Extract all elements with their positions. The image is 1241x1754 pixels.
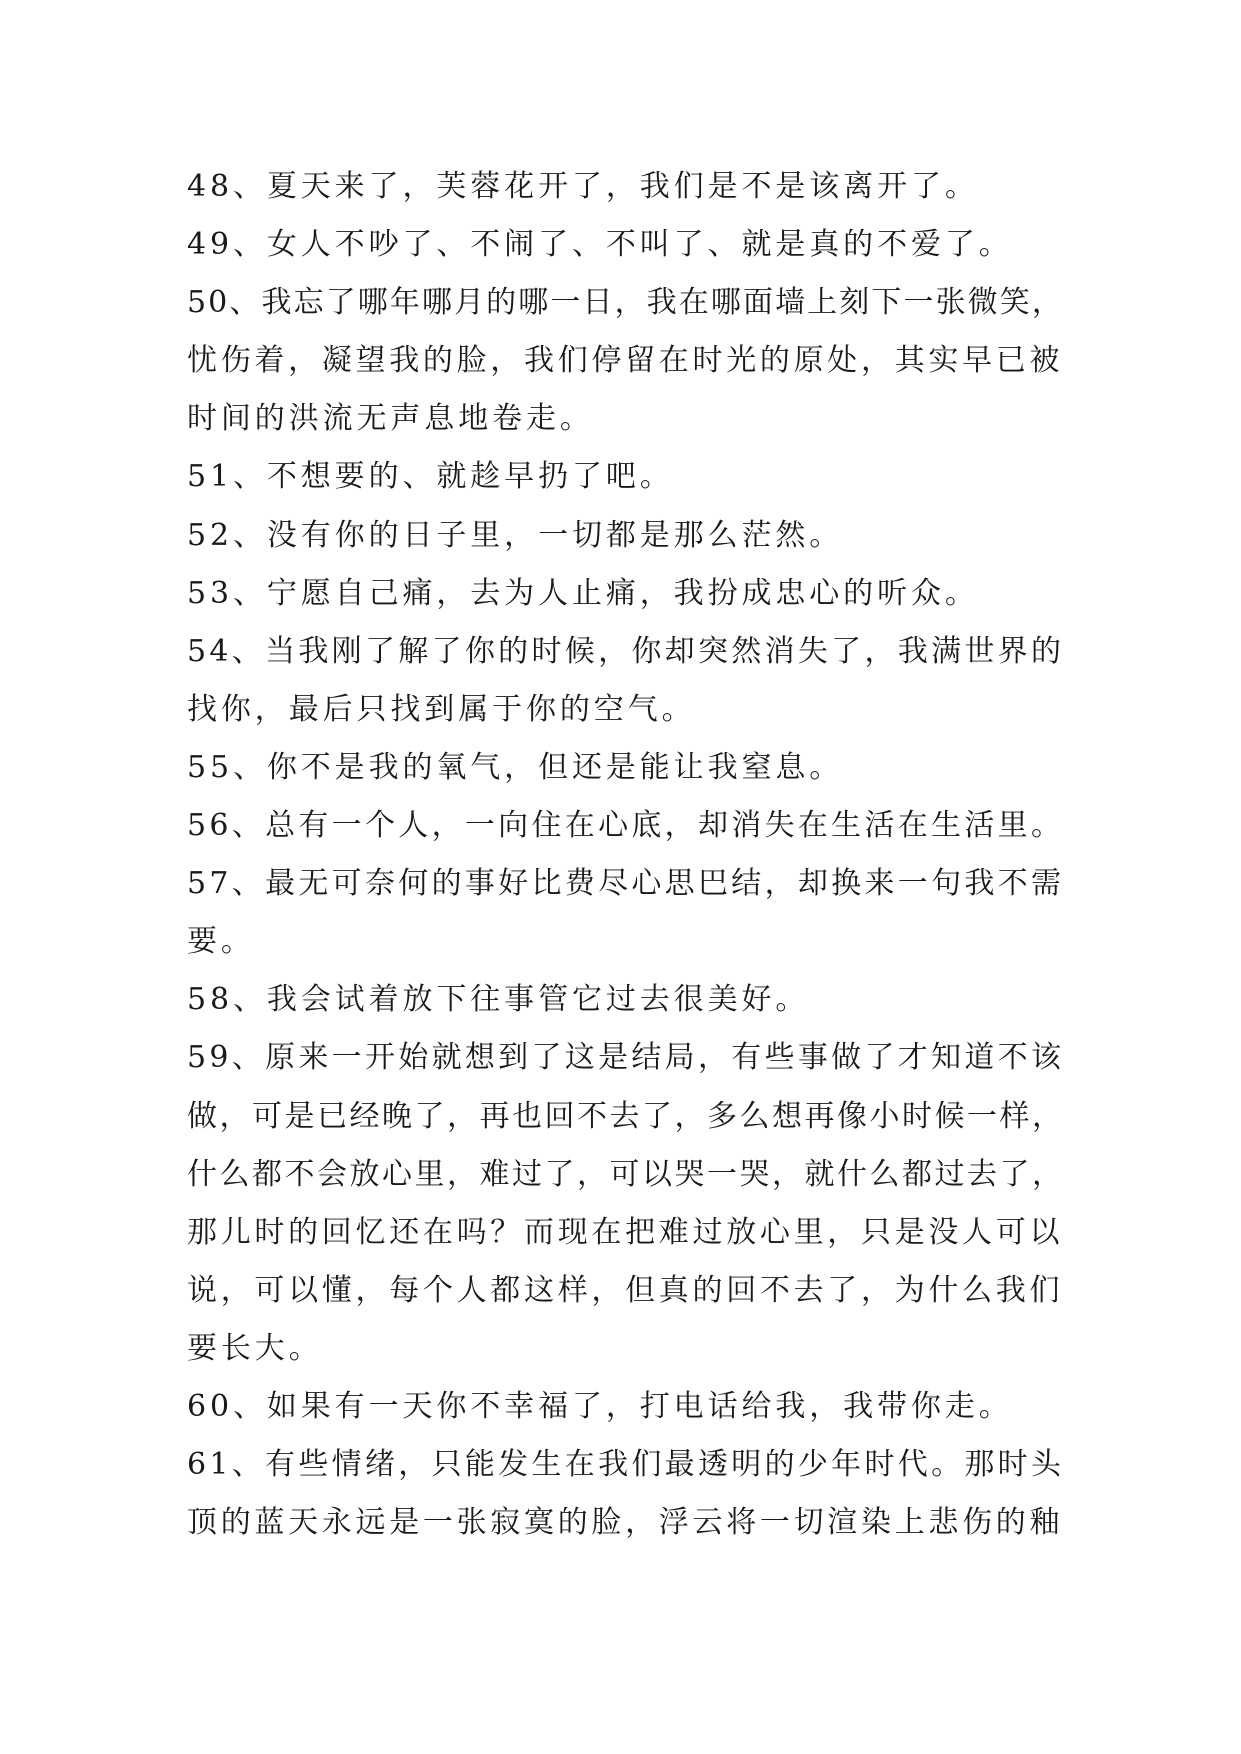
text-line-59-cont-4: 说，可以懂，每个人都这样，但真的回不去了，为什么我们 <box>187 1272 1064 1308</box>
text-line-54-cont-1: 找你，最后只找到属于你的空气。 <box>187 691 696 727</box>
text-line-50-cont-2: 时间的洪流无声息地卷走。 <box>187 401 594 437</box>
text-line-55: 55、你不是我的氧气，但还是能让我窒息。 <box>187 749 844 785</box>
text-line-49: 49、女人不吵了、不闹了、不叫了、就是真的不爱了。 <box>187 227 1013 263</box>
text-line-59-cont-1: 做，可是已经晚了，再也回不去了，多么想再像小时候一样， <box>187 1098 1065 1134</box>
text-line-57-cont-1: 要。 <box>187 924 255 960</box>
text-line-56: 56、总有一个人，一向住在心底，却消失在生活在生活里。 <box>187 808 1065 844</box>
text-line-51: 51、不想要的、就趁早扔了吧。 <box>187 459 674 495</box>
text-line-53: 53、宁愿自己痛，去为人止痛，我扮成忠心的听众。 <box>187 575 979 611</box>
text-line-48: 48、夏天来了，芙蓉花开了，我们是不是该离开了。 <box>187 169 979 204</box>
text-line-58: 58、我会试着放下往事管它过去很美好。 <box>187 982 810 1018</box>
text-line-52: 52、没有你的日子里，一切都是那么茫然。 <box>187 517 844 553</box>
document-body <box>187 158 1067 1552</box>
text-line-59-cont-2: 什么都不会放心里，难过了，可以哭一哭，就什么都过去了， <box>187 1156 1065 1192</box>
text-line-59: 59、原来一开始就想到了这是结局，有些事做了才知道不该 <box>187 1040 1065 1076</box>
text-line-50-cont-1: 忧伤着，凝望我的脸，我们停留在时光的原处，其实早已被 <box>187 343 1064 379</box>
text-line-59-cont-5: 要长大。 <box>187 1330 323 1366</box>
text-line-60: 60、如果有一天你不幸福了，打电话给我，我带你走。 <box>187 1388 1013 1424</box>
text-line-50: 50、我忘了哪年哪月的哪一日，我在哪面墙上刻下一张微笑， <box>187 285 1064 321</box>
text-line-57: 57、最无可奈何的事好比费尽心思巴结，却换来一句我不需 <box>187 866 1065 902</box>
text-line-59-cont-3: 那儿时的回忆还在吗？而现在把难过放心里，只是没人可以 <box>187 1214 1064 1250</box>
text-line-61: 61、有些情绪，只能发生在我们最透明的少年时代。那时头 <box>187 1447 1065 1483</box>
text-line-54: 54、当我刚了解了你的时候，你却突然消失了，我满世界的 <box>187 633 1065 669</box>
text-line-61-cont-1: 顶的蓝天永远是一张寂寞的脸，浮云将一切渲染上悲伤的釉 <box>187 1505 1064 1541</box>
